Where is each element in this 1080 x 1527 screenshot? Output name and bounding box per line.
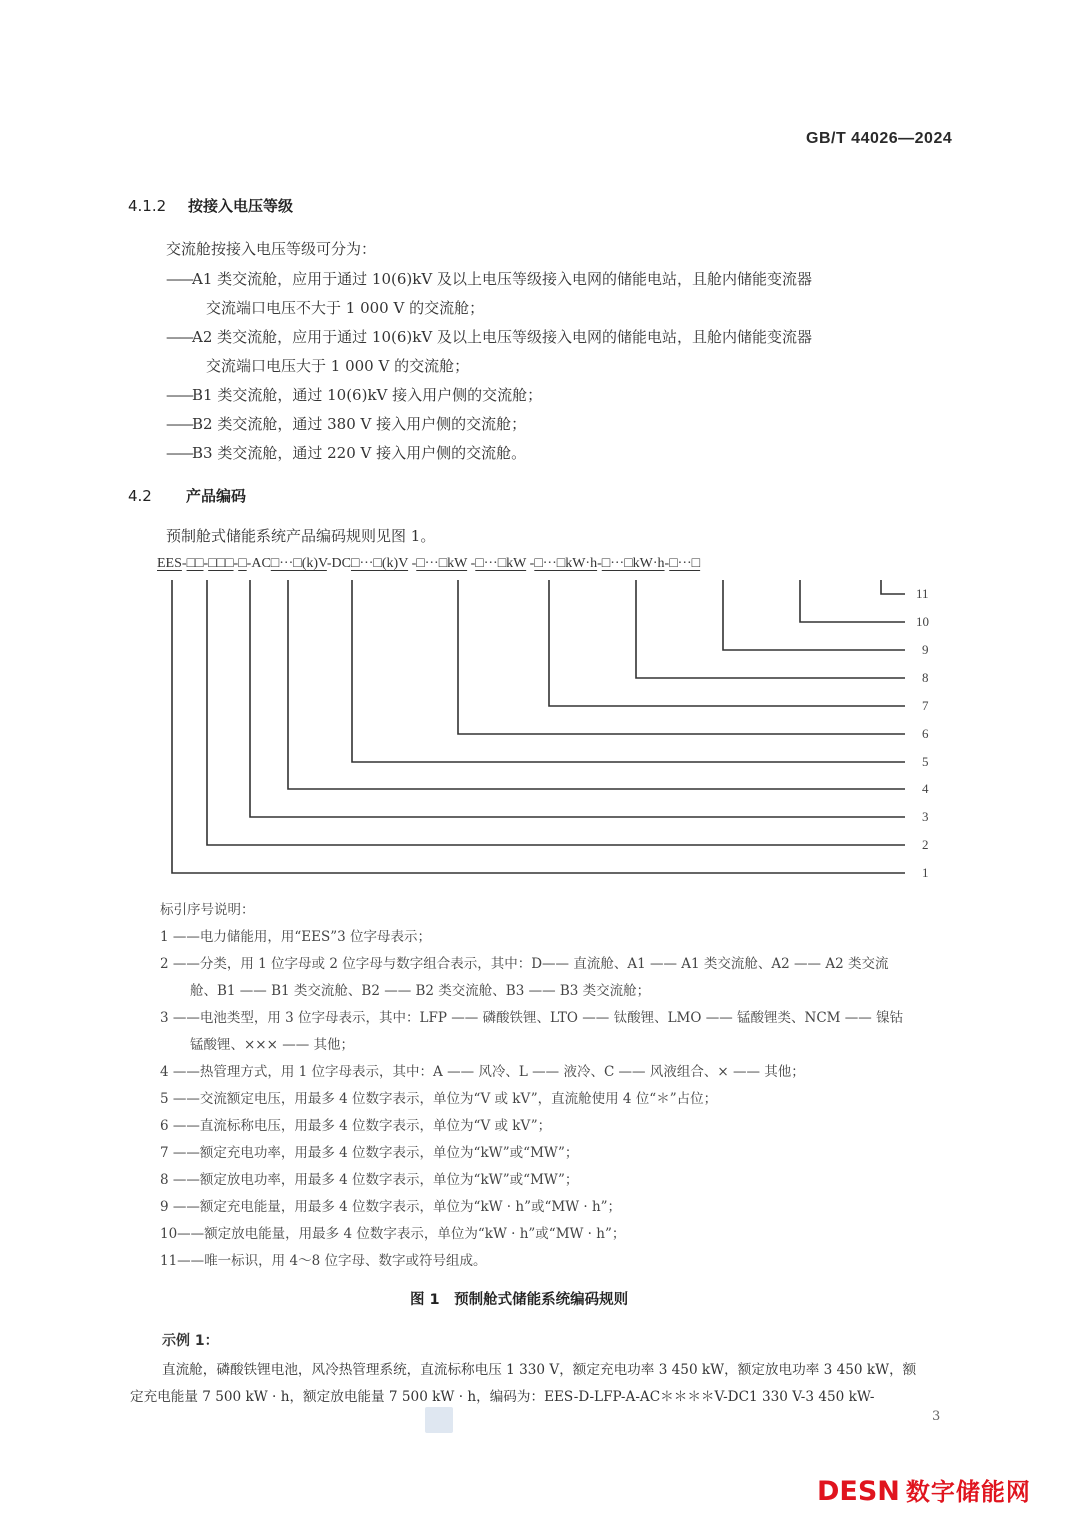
diagram-label: 7 (922, 698, 929, 713)
legend-item-continuation: 舱、B1 —— B1 类交流舱、B2 —— B2 类交流舱、B3 —— B3 类交流舱； (190, 983, 651, 999)
legend-item: 4 ——热管理方式，用 1 位字母表示，其中：A —— 风冷、L —— 液冷、C —— 风液组合、× —— 其他； (160, 1064, 805, 1080)
list-item: ——B3 类交流舱，通过 220 V 接入用户侧的交流舱。 (166, 444, 527, 462)
legend-title: 标引序号说明： (160, 902, 255, 918)
page-number: 3 (932, 1409, 941, 1424)
code-segment: □···□kW (416, 556, 468, 571)
legend-item: 10——额定放电能量，用最多 4 位数字表示，单位为“kW · h”或“MW · h”； (160, 1226, 626, 1242)
code-segment: □···□ (669, 556, 701, 571)
example-title: 示例 1： (162, 1333, 219, 1349)
legend-item: 9 ——额定充电能量，用最多 4 位数字表示，单位为“kW · h”或“MW · h”； (160, 1199, 622, 1215)
section-title: 按接入电压等级 (188, 197, 294, 215)
diagram-label: 10 (916, 614, 929, 629)
diagram-label: 4 (922, 781, 929, 796)
list-item: ——B1 类交流舱，通过 10(6)kV 接入用户侧的交流舱； (166, 386, 543, 404)
legend-item: 11——唯一标识，用 4～8 位字母、数字或符号组成。 (160, 1253, 487, 1269)
code-segment: □□□ (208, 556, 234, 571)
publisher-stamp-icon (425, 1407, 453, 1433)
paragraph-intro: 交流舱按接入电压等级可分为： (166, 240, 377, 258)
list-item-continuation: 交流端口电压大于 1 000 V 的交流舱； (206, 357, 470, 375)
legend-item: 6 ——直流标称电压，用最多 4 位数字表示，单位为“V 或 kV”； (160, 1118, 552, 1134)
list-item: ——A1 类交流舱，应用于通过 10(6)kV 及以上电压等级接入电网的储能电站，且舱内储能变流器 (166, 270, 812, 288)
example-text-continuation: 定充电能量 7 500 kW · h，额定放电能量 7 500 kW · h，编码为：EES-D-LFP-A-AC＊＊＊＊V-DC1 330 V-3 450 kW- (130, 1389, 875, 1405)
example-text: 直流舱，磷酸铁锂电池，风冷热管理系统，直流标称电压 1 330 V，额定充电功率 3 450 kW，额定放电功率 3 450 kW，额 (162, 1362, 917, 1378)
product-code-pattern: EES-□□-□□□-□-AC□···□(k)V-DC□···□(k)V -□···□kW -□···□kW -□···□kW·h-□···□kW·h-□···□ (157, 556, 701, 571)
legend-item: 1 ——电力储能用，用“EES”3 位字母表示； (160, 929, 432, 945)
diagram-label: 6 (922, 726, 929, 741)
diagram-label: 1 (922, 865, 929, 880)
list-item: ——A2 类交流舱，应用于通过 10(6)kV 及以上电压等级接入电网的储能电站，且舱内储能变流器 (166, 328, 812, 346)
diagram-label: 2 (922, 837, 929, 852)
section-number: 4.2 (128, 487, 152, 505)
section-title: 产品编码 (186, 487, 247, 505)
watermark-brand-latin: DESN (817, 1476, 900, 1507)
standard-number: GB/T 44026—2024 (806, 130, 953, 147)
legend-item: 2 ——分类，用 1 位字母或 2 位字母与数字组合表示，其中：D—— 直流舱、A1 —— A1 类交流舱、A2 —— A2 类交流 (160, 956, 889, 972)
watermark-brand-cn: 数字储能网 (905, 1478, 1031, 1506)
code-segment: □□ (186, 556, 204, 571)
diagram-label: 8 (922, 670, 929, 685)
legend-item: 3 ——电池类型，用 3 位字母表示，其中：LFP —— 磷酸铁锂、LTO —— 钛酸锂、LMO —— 锰酸锂类、NCM —— 镍钴 (160, 1010, 904, 1026)
diagram-label: 5 (922, 754, 929, 769)
diagram-label: 9 (922, 642, 929, 657)
legend-item: 5 ——交流额定电压，用最多 4 位数字表示，单位为“V 或 kV”，直流舱使用 4 位“＊”占位； (160, 1091, 718, 1107)
paragraph-intro: 预制舱式储能系统产品编码规则见图 1。 (166, 527, 436, 545)
code-segment: □···□(k)V (350, 556, 409, 571)
code-segment: □···□kW·h (534, 556, 598, 571)
diagram-label: 11 (916, 586, 929, 601)
section-number: 4.1.2 (128, 197, 167, 215)
legend-item: 7 ——额定充电功率，用最多 4 位数字表示，单位为“kW”或“MW”； (160, 1145, 579, 1161)
list-item: ——B2 类交流舱，通过 380 V 接入用户侧的交流舱； (166, 415, 527, 433)
figure-caption: 图 1 预制舱式储能系统编码规则 (410, 1292, 629, 1308)
code-segment: □···□kW (475, 556, 527, 571)
code-segment: □···□kW·h (601, 556, 665, 571)
code-segment: EES (157, 556, 182, 571)
list-item-continuation: 交流端口电压不大于 1 000 V 的交流舱； (206, 299, 485, 317)
legend-item: 8 ——额定放电功率，用最多 4 位数字表示，单位为“kW”或“MW”； (160, 1172, 579, 1188)
watermark-logo (817, 1472, 1031, 1507)
legend-item-continuation: 锰酸锂、××× —— 其他； (190, 1037, 355, 1053)
code-segment: □···□(k)V (270, 556, 327, 571)
code-segment: □ (238, 556, 247, 571)
diagram-label: 3 (922, 809, 929, 824)
